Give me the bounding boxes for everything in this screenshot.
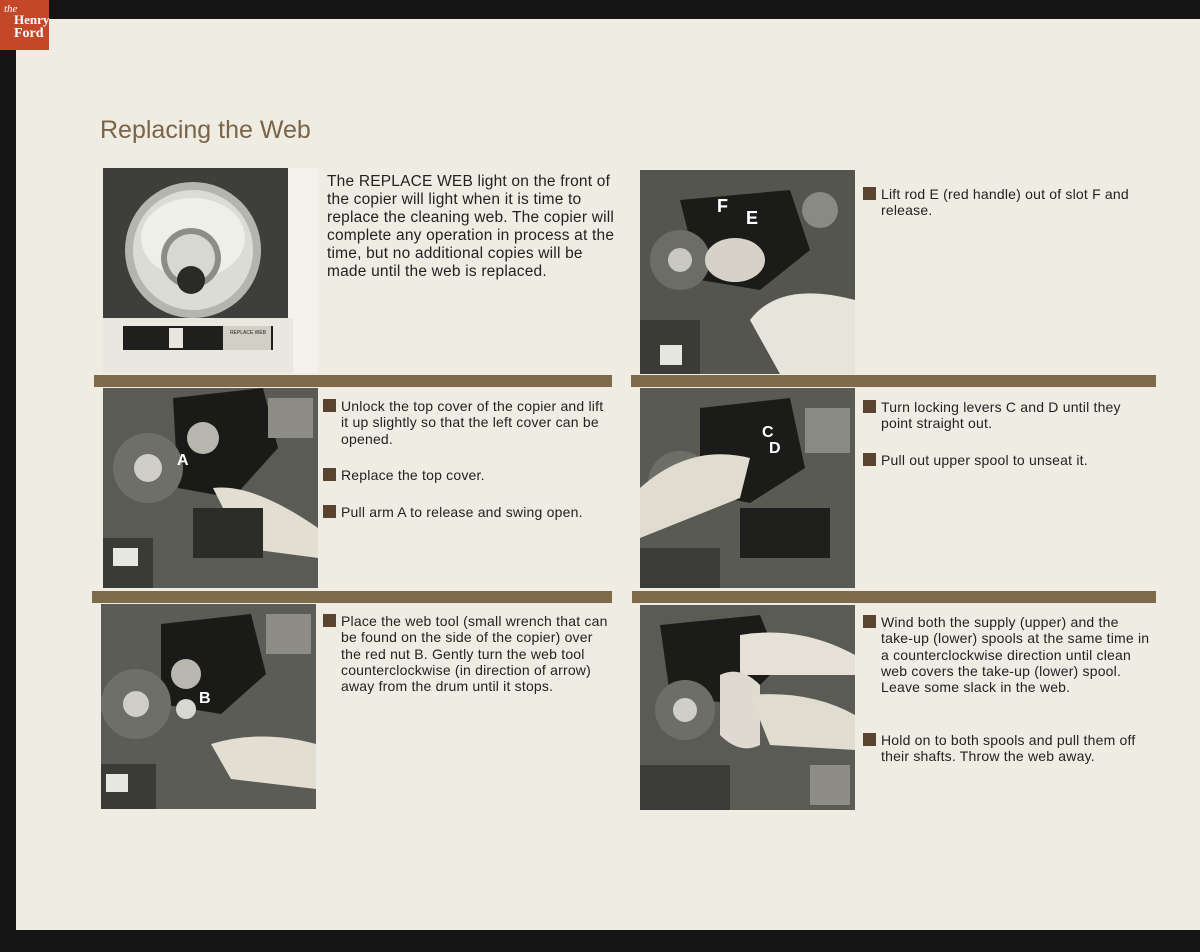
henry-ford-logo bbox=[0, 0, 49, 50]
bullet-square bbox=[863, 733, 876, 746]
divider-bar-left-1 bbox=[94, 375, 612, 387]
bullet-square bbox=[863, 187, 876, 200]
step-wind-spools-text: Wind both the supply (upper) and the take-up (lower) spools at the same time in a counterclockwise direction until clean web covers the take-up (lower) spool. Leave some slack in the web. bbox=[881, 614, 1150, 696]
photo-step-web-tool bbox=[101, 604, 316, 809]
step-remove-spools bbox=[863, 732, 1153, 765]
step-lift-rod-text: Lift rod E (red handle) out of slot F and release. bbox=[881, 186, 1129, 219]
page-title: Replacing the Web bbox=[100, 116, 311, 144]
logo-ford: Ford bbox=[14, 26, 44, 41]
step-web-tool bbox=[323, 613, 613, 694]
logo-henry: Henry bbox=[14, 12, 50, 27]
bullet-square bbox=[323, 614, 336, 627]
step-locking-levers bbox=[863, 399, 1153, 432]
replace-web-button-label: REPLACE WEB bbox=[229, 330, 267, 336]
step-pull-upper-spool-text: Pull out upper spool to unseat it. bbox=[881, 452, 1088, 468]
bullet-square bbox=[863, 453, 876, 466]
step-unlock-cover-text: Unlock the top cover of the copier and lift it up slightly so that the left cover can be opened. bbox=[341, 398, 604, 447]
photo-control-panel bbox=[103, 168, 318, 373]
photo-step-locking-levers bbox=[640, 388, 855, 588]
photo-label-d: D bbox=[769, 440, 781, 457]
step-web-tool-text: Place the web tool (small wrench that can be found on the side of the copier) over the red nut B. Gently turn the web tool counterclockwise (in direction of arrow) away from the drum until it stops. bbox=[341, 613, 608, 695]
bullet-square bbox=[863, 615, 876, 628]
photo-step-wind-spools bbox=[640, 605, 855, 810]
intro-text: The REPLACE WEB light on the front of the copier will light when it is time to replace the cleaning web. The copier will complete any operation in process at the time, but no additional copies will be made until the web is replaced. bbox=[327, 173, 615, 280]
photo-label-c: C bbox=[762, 424, 774, 441]
step-pull-arm bbox=[323, 504, 618, 520]
step-remove-spools-text: Hold on to both spools and pull them off their shafts. Throw the web away. bbox=[881, 732, 1136, 765]
photo-label-b: B bbox=[199, 690, 211, 707]
bullet-square bbox=[863, 400, 876, 413]
photo-step-pull-arm bbox=[103, 388, 318, 588]
divider-bar-left-2 bbox=[92, 591, 612, 603]
step-replace-cover bbox=[323, 467, 613, 483]
step-lift-rod bbox=[863, 186, 1153, 219]
photo-label-e: E bbox=[746, 208, 759, 228]
logo-the: the bbox=[4, 3, 18, 15]
photo-label-f: F bbox=[717, 196, 728, 216]
photo-step-lift-rod bbox=[640, 170, 855, 374]
step-locking-levers-text: Turn locking levers C and D until they point straight out. bbox=[881, 399, 1121, 432]
divider-bar-right-1 bbox=[631, 375, 1156, 387]
step-pull-arm-text: Pull arm A to release and swing open. bbox=[341, 504, 583, 520]
bullet-square bbox=[323, 468, 336, 481]
bullet-square bbox=[323, 505, 336, 518]
step-replace-cover-text: Replace the top cover. bbox=[341, 467, 485, 483]
divider-bar-right-2 bbox=[632, 591, 1156, 603]
bullet-square bbox=[323, 399, 336, 412]
photo-label-a: A bbox=[177, 452, 189, 469]
step-wind-spools bbox=[863, 614, 1153, 695]
step-pull-upper-spool bbox=[863, 452, 1153, 468]
step-unlock-cover bbox=[323, 398, 613, 447]
